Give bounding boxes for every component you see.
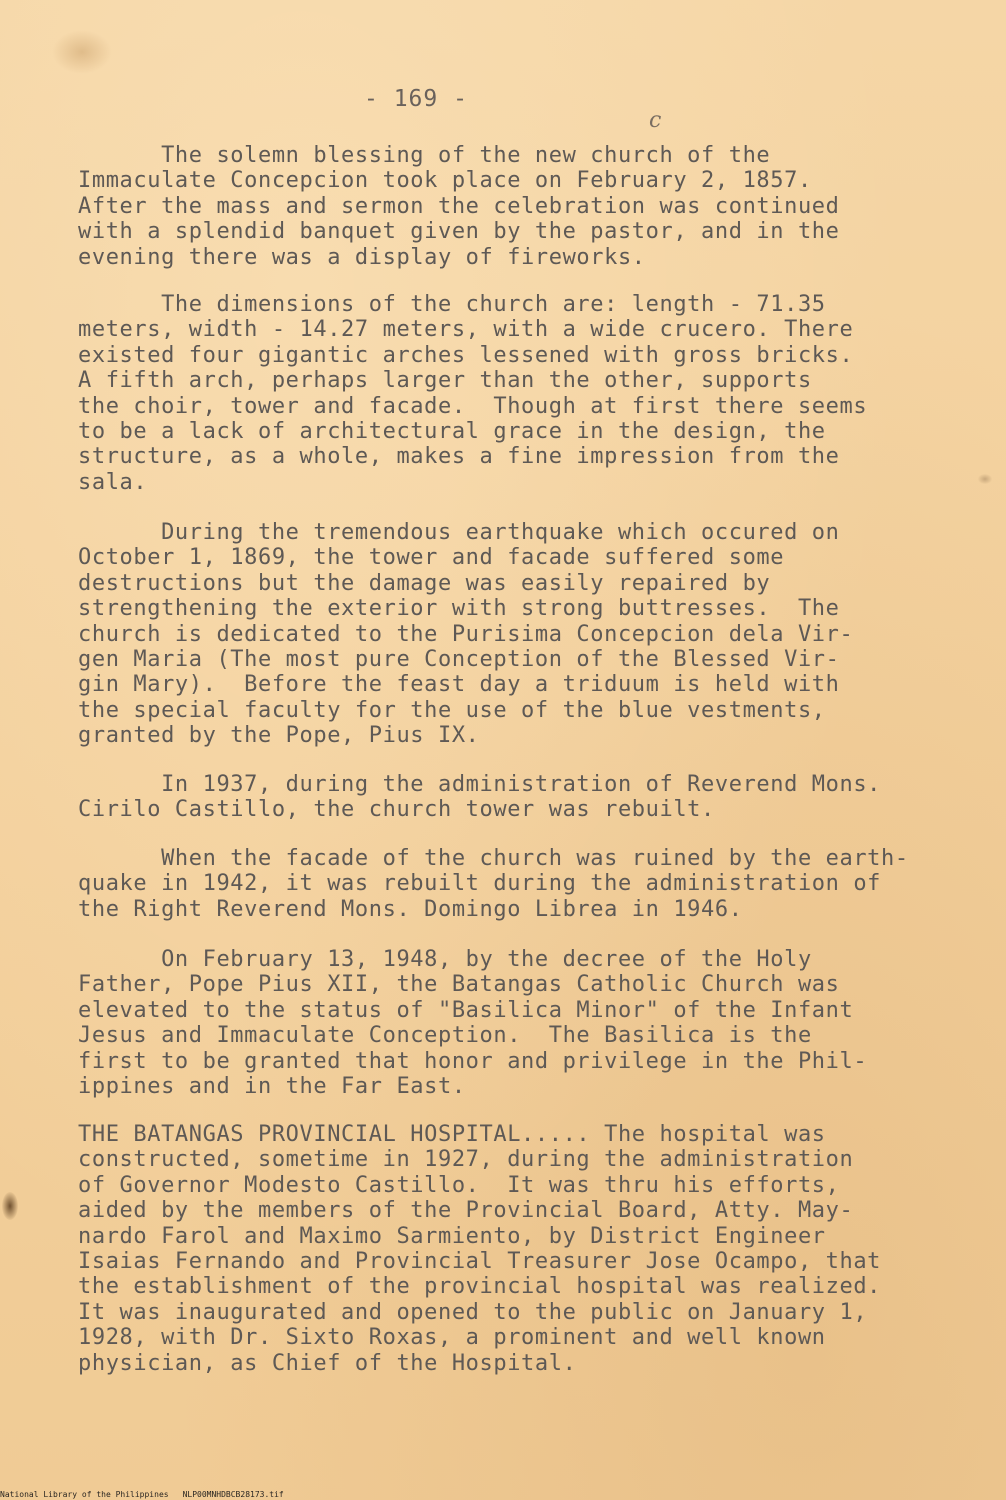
footer-library: National Library of the Philippines <box>0 1490 169 1499</box>
paper-stain-right <box>978 474 992 484</box>
handwritten-mark: c <box>649 108 662 133</box>
paragraph-basilica-minor: On February 13, 1948, by the decree of the Holy Father, Pope Pius XII, the Batangas Catholic Church was elevated to the status of "Basilica Minor" of the Infant Jesus and Immaculate Conception. The Basilica is the first to be granted that honor and privilege in the Phil- ippines and in the Far East. <box>78 947 868 1100</box>
paragraph-earthquake-1869: During the tremendous earthquake which occured on October 1, 1869, the tower and facade suffered some destructions but the damage was easily repaired by strengthening the exterior with strong buttresses. The church is dedicated to the Purisima Concepcion dela Vir- gen Maria (The most pure Conception of the Blessed Vir- gin Mary). Before the feast day a triduum is held with the special faculty for the use of the blue vestments, granted by the Pope, Pius IX. <box>78 520 854 749</box>
paragraph-church-dimensions: The dimensions of the church are: length - 71.35 meters, width - 14.27 meters, with a wide crucero. There existed four gigantic arches lessened with gross bricks. A fifth arch, perhaps larger than the other, supports the choir, tower and facade. Though at first there seems to be a lack of architectural grace in the design, the structure, as a whole, makes a fine impression from the sala. <box>78 292 868 495</box>
footer-filename: NLP00MNHDBCB28173.tif <box>182 1490 284 1499</box>
scan-footer <box>0 1490 298 1499</box>
paragraph-provincial-hospital: THE BATANGAS PROVINCIAL HOSPITAL..... The hospital was constructed, sometime in 1927, during the administration of Governor Modesto Castillo. It was thru his efforts, aided by the members of the Provincial Board, Atty. May- nardo Farol and Maximo Sarmiento, by District Engineer Isaias Fernando and Provincial Treasurer Jose Ocampo, that the establishment of the provincial hospital was realized. It was inaugurated and opened to the public on January 1, 1928, with Dr. Sixto Roxas, a prominent and well known physician, as Chief of the Hospital. <box>78 1122 882 1376</box>
paragraph-church-blessing: The solemn blessing of the new church of the Immaculate Concepcion took place on February 2, 1857. After the mass and sermon the celebration was continued with a splendid banquet given by the pastor, and in the evening there was a display of fireworks. <box>78 143 840 270</box>
page-number: - 169 - <box>364 86 468 112</box>
paragraph-tower-rebuilt: In 1937, during the administration of Reverend Mons. Cirilo Castillo, the church tower was rebuilt. <box>78 772 882 823</box>
paragraph-facade-rebuilt: When the facade of the church was ruined by the earth- quake in 1942, it was rebuilt during the administration of the Right Reverend Mons. Domingo Librea in 1946. <box>78 846 909 922</box>
paper-stain-left <box>2 1192 18 1220</box>
paper-stain-top-left <box>52 30 112 74</box>
